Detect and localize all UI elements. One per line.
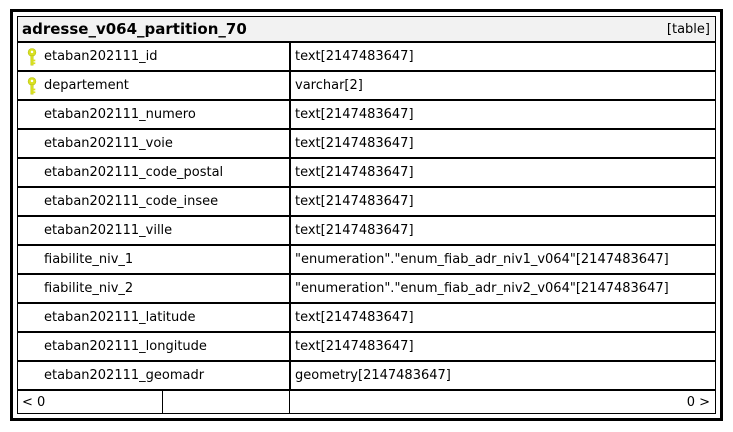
column-list [17,42,716,390]
column-name-cell [18,159,290,186]
column-type-cell [290,333,715,360]
column-type: text[2147483647] [295,339,414,354]
column-row[interactable] [17,42,716,71]
column-name: etaban202111_code_postal [44,165,224,180]
column-name-cell [18,72,290,99]
column-name-cell [18,130,290,157]
column-type-cell [290,217,715,244]
column-name-cell [18,188,290,215]
column-type-cell [290,159,715,186]
column-row[interactable] [17,129,716,158]
column-name-cell [18,333,290,360]
entity-table-node[interactable] [10,9,723,421]
column-name: etaban202111_ville [44,223,173,238]
column-type-cell [290,130,715,157]
key-slot [27,48,38,66]
column-name-cell [18,275,290,302]
footer-spacer-cell [163,390,290,414]
column-type: "enumeration"."enum_fiab_adr_niv1_v064"[2147483647] [295,252,669,267]
column-type-cell [290,188,715,215]
table-type-badge: [table] [666,21,710,37]
column-type: text[2147483647] [295,310,414,325]
column-type-cell [290,275,715,302]
column-name: etaban202111_longitude [44,339,207,354]
column-name: etaban202111_voie [44,136,173,151]
column-type-cell [290,43,715,70]
column-row[interactable] [17,216,716,245]
column-name: etaban202111_latitude [44,310,196,325]
column-row[interactable] [17,71,716,100]
column-row[interactable] [17,361,716,390]
column-type: "enumeration"."enum_fiab_adr_niv2_v064"[2147483647] [295,281,669,296]
column-type: geometry[2147483647] [295,368,451,383]
column-name: etaban202111_numero [44,107,196,122]
column-row[interactable] [17,332,716,361]
column-name: fiabilite_niv_1 [44,252,134,267]
column-type-cell [290,72,715,99]
column-row[interactable] [17,100,716,129]
column-name-cell [18,304,290,331]
column-type: text[2147483647] [295,49,414,64]
column-name: departement [44,78,129,93]
key-slot [27,77,38,95]
column-type: text[2147483647] [295,136,414,151]
column-type-cell [290,362,715,389]
column-type-cell [290,304,715,331]
column-type: text[2147483647] [295,165,414,180]
fk-outgoing-indicator[interactable]: 0 > [290,390,716,414]
primary-key-icon [27,48,37,66]
fk-incoming-indicator[interactable]: < 0 [17,390,163,414]
column-row[interactable] [17,245,716,274]
column-name: etaban202111_id [44,49,158,64]
column-name-cell [18,101,290,128]
column-name-cell [18,362,290,389]
column-row[interactable] [17,187,716,216]
table-header[interactable] [17,16,716,42]
table-footer [17,390,716,414]
column-name: etaban202111_code_insee [44,194,219,209]
column-type: text[2147483647] [295,223,414,238]
column-row[interactable] [17,303,716,332]
column-name: fiabilite_niv_2 [44,281,134,296]
column-type: text[2147483647] [295,107,414,122]
column-type: varchar[2] [295,78,363,93]
column-type: text[2147483647] [295,194,414,209]
column-name-cell [18,43,290,70]
column-name: etaban202111_geomadr [44,368,205,383]
column-type-cell [290,246,715,273]
primary-key-icon [27,77,37,95]
column-type-cell [290,101,715,128]
table-title: adresse_v064_partition_70 [22,20,247,38]
column-name-cell [18,246,290,273]
column-name-cell [18,217,290,244]
column-row[interactable] [17,158,716,187]
column-row[interactable] [17,274,716,303]
